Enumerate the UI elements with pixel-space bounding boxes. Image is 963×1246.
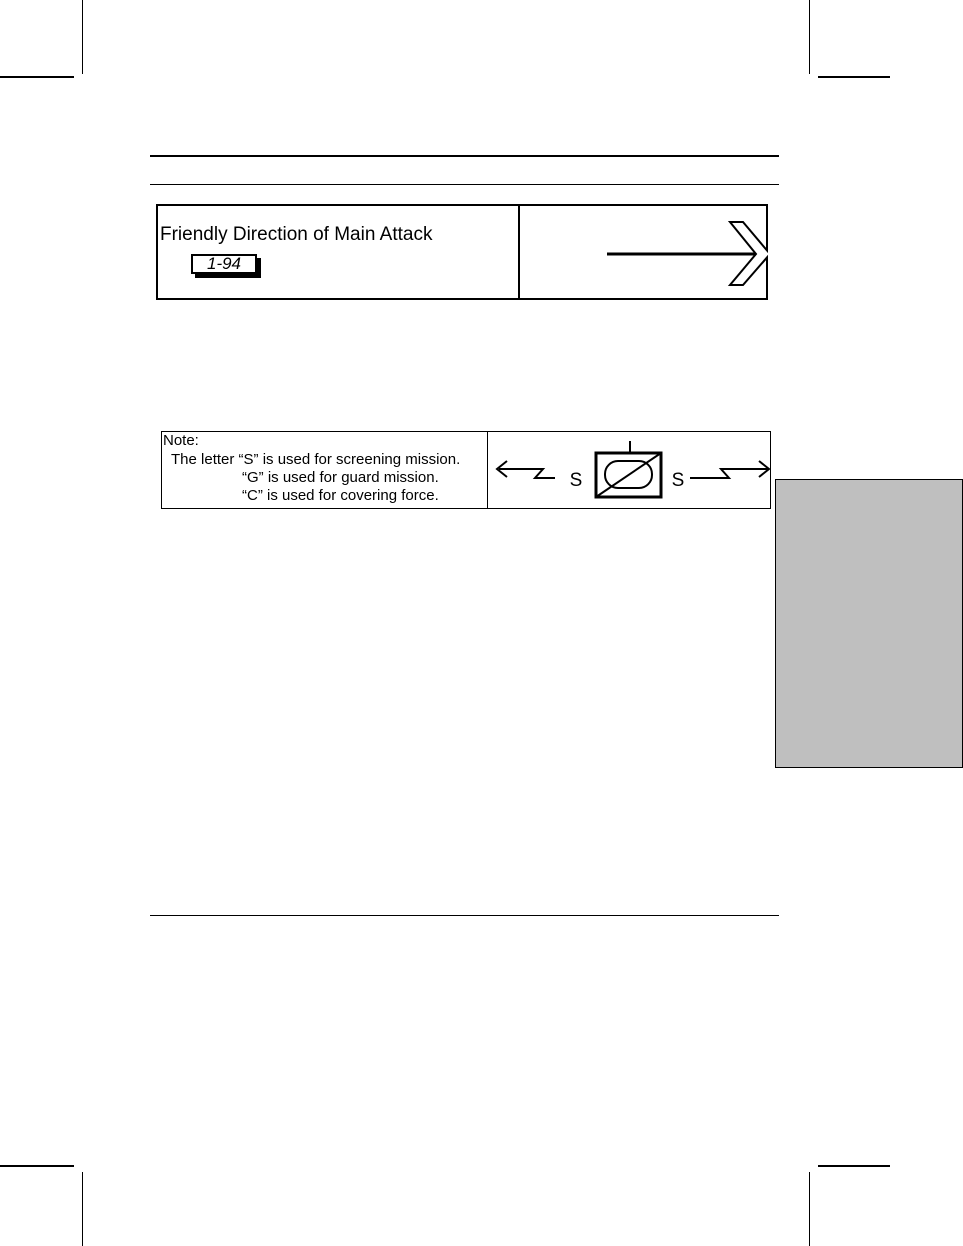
- note-line-guard: “G” is used for guard mission.: [242, 469, 439, 486]
- crop-mark-top-left-horizontal: [0, 76, 74, 78]
- screen-letter-left: S: [569, 470, 583, 491]
- chapter-side-tab: [775, 479, 963, 768]
- symbol-entry-title: Friendly Direction of Main Attack: [160, 224, 433, 245]
- symbol-entry-divider: [518, 206, 520, 298]
- symbol-entry-main-attack: [156, 204, 768, 300]
- crop-mark-bottom-left-vertical: [82, 1172, 83, 1246]
- note-box-divider: [487, 432, 488, 508]
- crop-mark-top-right-horizontal: [818, 76, 890, 78]
- crop-mark-bottom-left-horizontal: [0, 1165, 74, 1167]
- crop-mark-bottom-right-horizontal: [818, 1165, 890, 1167]
- header-rule-thin: [150, 184, 779, 185]
- note-heading: Note:: [163, 432, 199, 449]
- screen-letter-right: S: [671, 470, 685, 491]
- note-line-covering: “C” is used for covering force.: [242, 487, 439, 504]
- main-attack-arrow-icon: [598, 216, 768, 291]
- screen-mission-symbol-icon: [489, 432, 771, 508]
- crop-mark-bottom-right-vertical: [809, 1172, 810, 1246]
- crop-mark-top-left-vertical: [82, 0, 83, 74]
- footer-rule: [150, 915, 779, 916]
- crop-mark-top-right-vertical: [809, 0, 810, 74]
- note-line-screening: The letter “S” is used for screening mission.: [171, 451, 461, 468]
- reference-tag: [191, 254, 261, 278]
- screen-mission-note-box: [161, 431, 771, 509]
- header-rule-thick: [150, 155, 779, 157]
- reference-tag-label: 1-94: [191, 254, 257, 274]
